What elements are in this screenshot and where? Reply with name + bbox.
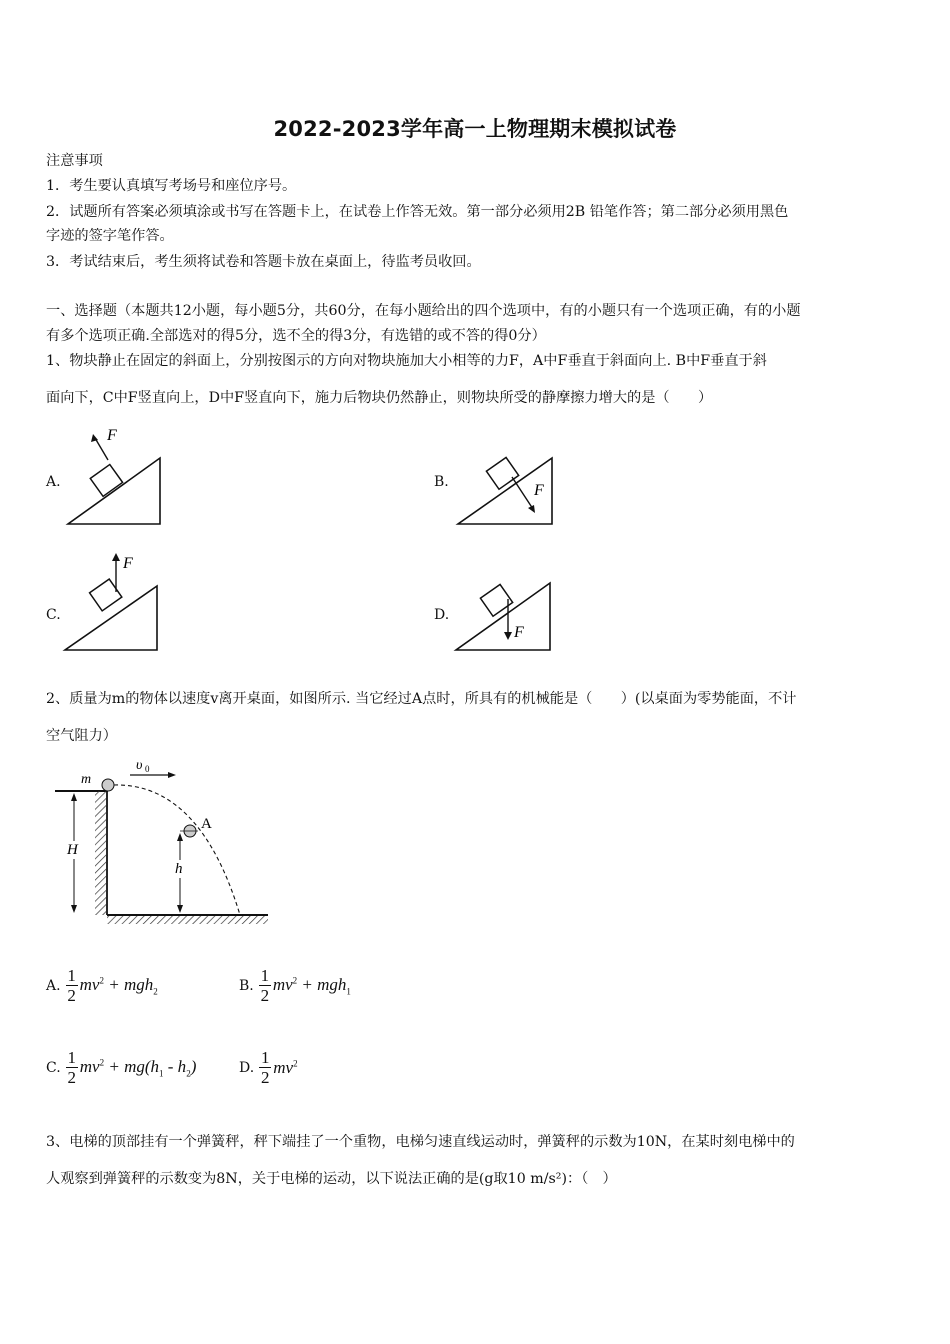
q1-option-d-label: D. xyxy=(434,607,450,623)
q2-option-b: B. $\frac{1}{2}$ $mv^2 + mgh_1$ xyxy=(239,966,351,1005)
q1-figure-c xyxy=(60,548,170,658)
force-label: F xyxy=(534,482,544,499)
notice-item-3: 3．考试结束后，考生须将试卷和答题卡放在桌面上，待监考员收回。 xyxy=(46,254,481,270)
page-title: 2022-2023学年高一上物理期末模拟试卷 xyxy=(273,117,677,141)
force-label: F xyxy=(107,427,117,444)
q2-option-c: C. $\frac{1}{2}$ $mv^2 + mg(h_1 - h_2)$ xyxy=(46,1048,197,1087)
q2-projectile-figure xyxy=(50,755,280,935)
q2-option-b-label: B. xyxy=(239,978,254,994)
force-label: F xyxy=(514,624,524,641)
height-total-label: H xyxy=(67,842,78,858)
point-a-label: A xyxy=(201,816,212,832)
q1-figure-b xyxy=(450,450,560,530)
q3-stem-line1: 3、电梯的顶部挂有一个弹簧秤，秤下端挂了一个重物，电梯匀速直线运动时，弹簧秤的示数为10N，在某时刻电梯中的 xyxy=(46,1134,795,1150)
q1-figure-a xyxy=(60,420,170,530)
q2-option-c-label: C. xyxy=(46,1060,61,1076)
notice-item-2-cont: 字迹的签字笔作答。 xyxy=(46,228,174,244)
mass-label: m xyxy=(81,772,92,787)
q2-option-d: D. $\frac{1}{2}$ $mv^2$ xyxy=(239,1048,298,1087)
q1-option-a-label: A. xyxy=(46,474,61,490)
section-intro-line2: 有多个选项正确.全部选对的得5分，选不全的得3分，有选错的或不答的得0分） xyxy=(46,328,546,344)
q2-stem-line1: 2、质量为m的物体以速度v离开桌面，如图所示. 当它经过A点时，所具有的机械能是（ ）(以桌面为零势能面，不计 xyxy=(46,691,797,707)
q2-option-d-label: D. xyxy=(239,1060,255,1076)
notice-heading: 注意事项 xyxy=(46,153,103,169)
notice-item-1: 1．考生要认真填写考场号和座位序号。 xyxy=(46,178,297,194)
notice-item-2: 2．试题所有答案必须填涂或书写在答题卡上，在试卷上作答无效。第一部分必须用2B 铅笔作答；第二部分必须用黑色 xyxy=(46,204,789,220)
q3-stem-line2: 人观察到弹簧秤的示数变为8N，关于电梯的运动，以下说法正确的是(g取10 m/s²)：（ ） xyxy=(46,1171,617,1187)
force-label: F xyxy=(123,555,133,572)
q1-option-c-label: C. xyxy=(46,607,61,623)
q1-stem-line1: 1、物块静止在固定的斜面上，分别按图示的方向对物块施加大小相等的力F，A中F垂直于斜面向上. B中F垂直于斜 xyxy=(46,353,767,369)
q1-option-b-label: B. xyxy=(434,474,449,490)
q2-option-a: A. $\frac{1}{2}$ $mv^2 + mgh_2$ xyxy=(46,966,158,1005)
height-point-label: h xyxy=(175,861,183,877)
section-intro-line1: 一、选择题（本题共12小题，每小题5分，共60分，在每小题给出的四个选项中，有的小题只有一个选项正确，有的小题 xyxy=(46,303,801,319)
q1-figure-d xyxy=(450,575,560,655)
velocity-subscript: 0 xyxy=(145,764,150,774)
velocity-label: υ xyxy=(136,758,143,773)
q1-stem-line2: 面向下，C中F竖直向上，D中F竖直向下，施力后物块仍然静止，则物块所受的静摩擦力增大的是（ ） xyxy=(46,390,713,406)
q2-stem-line2: 空气阻力） xyxy=(46,728,117,744)
q2-option-a-label: A. xyxy=(46,978,61,994)
